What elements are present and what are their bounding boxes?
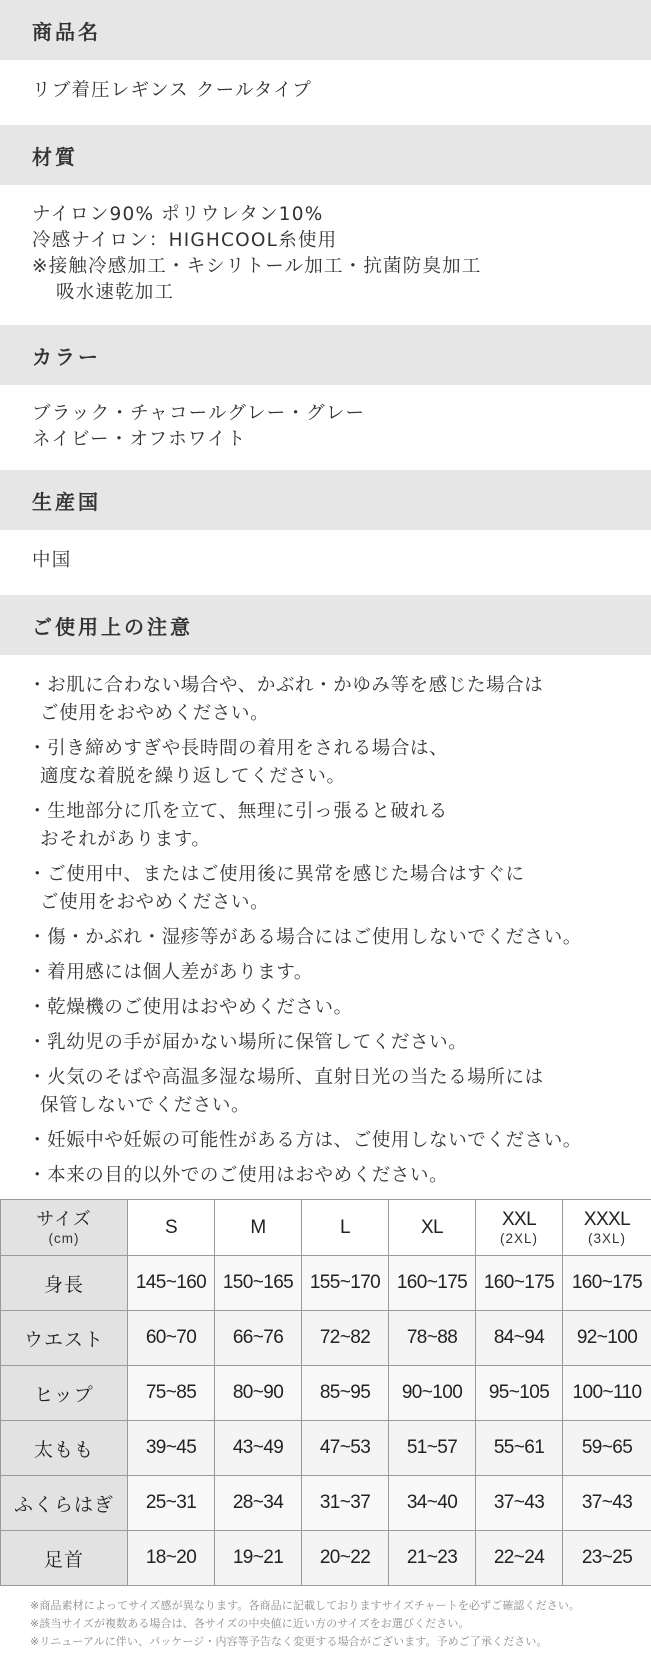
size-cell: 155~170	[302, 1256, 389, 1311]
footnote: ※商品素材によってサイズ感が異なります。各商品に記載しておりますサイズチャートを必ずご確認ください。	[30, 1599, 581, 1612]
footnotes	[30, 1597, 580, 1651]
section-origin	[0, 470, 651, 574]
size-cell: 22~24	[476, 1531, 563, 1586]
size-cell: 78~88	[389, 1311, 476, 1366]
size-cell: 160~175	[563, 1256, 651, 1311]
size-cell: 23~25	[563, 1531, 651, 1586]
product-name-heading: 商品名	[0, 0, 651, 60]
size-cell: 39~45	[128, 1421, 215, 1476]
size-cell: 47~53	[302, 1421, 389, 1476]
size-cell: 59~65	[563, 1421, 651, 1476]
size-row-label: 足首	[1, 1531, 128, 1586]
caution-item: ・傷・かぶれ・湿疹等がある場合にはご使用しないでください。	[28, 927, 582, 948]
size-cell: 90~100	[389, 1366, 476, 1421]
size-row-label: ウエスト	[1, 1311, 128, 1366]
size-row	[1, 1311, 651, 1366]
caution-item: ・妊娠中や妊娠の可能性がある方は、ご使用しないでください。	[28, 1130, 582, 1151]
size-cell: 100~110	[563, 1366, 651, 1421]
caution-item: ・引き締めすぎや長時間の着用をされる場合は、 適度な着脱を繰り返してください。	[28, 738, 449, 787]
size-cell: 60~70	[128, 1311, 215, 1366]
size-cell: 160~175	[389, 1256, 476, 1311]
caution-item: ・生地部分に爪を立て、無理に引っ張ると破れる おそれがあります。	[28, 801, 448, 850]
size-row	[1, 1421, 651, 1476]
caution-item: ・本来の目的以外でのご使用はおやめください。	[28, 1165, 449, 1186]
size-cell: 84~94	[476, 1311, 563, 1366]
size-cell: 21~23	[389, 1531, 476, 1586]
size-corner-cell: サイズ (cm)	[1, 1200, 128, 1256]
size-cell: 37~43	[563, 1476, 651, 1531]
caution-item: ・着用感には個人差があります。	[28, 962, 314, 983]
size-cell: 72~82	[302, 1311, 389, 1366]
size-row-label: ヒップ	[1, 1366, 128, 1421]
size-cell: 18~20	[128, 1531, 215, 1586]
size-col-header: L	[302, 1200, 389, 1256]
size-cell: 25~31	[128, 1476, 215, 1531]
footnote: ※リニューアルに伴い、パッケージ・内容等予告なく変更する場合がございます。予めご了承ください。	[30, 1635, 548, 1648]
caution-item: ・乳幼児の手が届かない場所に保管してください。	[28, 1032, 468, 1053]
product-name-value: リブ着圧レギンス クールタイプ	[32, 80, 313, 101]
material-line: ナイロン90% ポリウレタン10%	[32, 204, 324, 225]
origin-heading: 生産国	[0, 470, 651, 530]
caution-item: ・火気のそばや高温多湿な場所、直射日光の当たる場所には 保管しないでください。	[28, 1067, 544, 1116]
material-line: 冷感ナイロン：HIGHCOOL糸使用	[32, 230, 338, 251]
section-product-name	[0, 0, 651, 104]
caution-heading: ご使用上の注意	[0, 595, 651, 655]
material-line: ※接触冷感加工・キシリトール加工・抗菌防臭加工	[32, 256, 482, 277]
size-cell: 160~175	[476, 1256, 563, 1311]
size-row-label: ふくらはぎ	[1, 1476, 128, 1531]
caution-item: ・ご使用中、またはご使用後に異常を感じた場合はすぐに ご使用をおやめください。	[28, 864, 525, 913]
size-cell: 28~34	[215, 1476, 302, 1531]
section-caution	[0, 595, 651, 1197]
size-cell: 43~49	[215, 1421, 302, 1476]
size-col-header: S	[128, 1200, 215, 1256]
size-cell: 66~76	[215, 1311, 302, 1366]
size-cell: 34~40	[389, 1476, 476, 1531]
size-row-label: 太もも	[1, 1421, 128, 1476]
size-col-header: XL	[389, 1200, 476, 1256]
size-col-header: XXL (2XL)	[476, 1200, 563, 1256]
section-color	[0, 325, 651, 453]
material-line: 吸水速乾加工	[56, 282, 175, 303]
origin-value: 中国	[32, 550, 72, 571]
size-cell: 20~22	[302, 1531, 389, 1586]
size-row-label: 身長	[1, 1256, 128, 1311]
size-row	[1, 1476, 651, 1531]
size-cell: 31~37	[302, 1476, 389, 1531]
size-row	[1, 1366, 651, 1421]
size-cell: 95~105	[476, 1366, 563, 1421]
color-line: ブラック・チャコールグレー・グレー	[32, 403, 366, 424]
size-col-header: M	[215, 1200, 302, 1256]
size-cell: 150~165	[215, 1256, 302, 1311]
color-heading: カラー	[0, 325, 651, 385]
size-row	[1, 1531, 651, 1586]
size-col-header: XXXL (3XL)	[563, 1200, 651, 1256]
size-cell: 37~43	[476, 1476, 563, 1531]
size-cell: 85~95	[302, 1366, 389, 1421]
section-material	[0, 125, 651, 306]
caution-item: ・お肌に合わない場合や、かぶれ・かゆみ等を感じた場合は ご使用をおやめください。	[28, 675, 544, 724]
footnote: ※該当サイズが複数ある場合は、各サイズの中央値に近い方のサイズをお選びください。	[30, 1617, 470, 1630]
size-cell: 55~61	[476, 1421, 563, 1476]
size-cell: 75~85	[128, 1366, 215, 1421]
color-line: ネイビー・オフホワイト	[32, 429, 247, 450]
caution-list	[28, 672, 631, 1190]
size-cell: 145~160	[128, 1256, 215, 1311]
size-header-row	[1, 1200, 651, 1256]
size-chart-table	[0, 1199, 651, 1586]
material-heading: 材質	[0, 125, 651, 185]
size-cell: 51~57	[389, 1421, 476, 1476]
size-cell: 19~21	[215, 1531, 302, 1586]
caution-item: ・乾燥機のご使用はおやめください。	[28, 997, 353, 1018]
size-row	[1, 1256, 651, 1311]
size-cell: 92~100	[563, 1311, 651, 1366]
size-cell: 80~90	[215, 1366, 302, 1421]
